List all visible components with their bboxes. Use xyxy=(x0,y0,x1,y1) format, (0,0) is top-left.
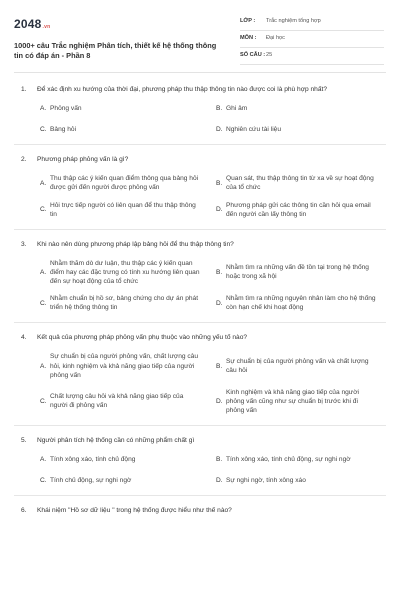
option-text: Bảng hỏi xyxy=(50,126,77,134)
option-text: Nghiên cứu tài liệu xyxy=(226,126,281,134)
option-text: Nhằm chuẩn bị hồ sơ, bảng chứng cho dự án phát triển hệ thống thông tin xyxy=(50,295,199,312)
logo-text: 2048 xyxy=(14,17,42,31)
question-divider xyxy=(14,425,386,426)
option-letter: C. xyxy=(40,397,47,405)
option-a[interactable] xyxy=(40,352,212,379)
option-letter: D. xyxy=(216,206,223,214)
option-text: Nhằm tìm ra những nguyên nhân làm cho hệ thống còn hạn chế khi hoạt động xyxy=(226,295,376,312)
question-number: 4. xyxy=(21,334,27,342)
question-body: Người phân tích hệ thống cần có những phẩm chất gì xyxy=(37,436,195,444)
question-text xyxy=(14,155,386,164)
option-text: Nhằm tìm ra những vấn đề tồn tại trong hệ thống hoặc trong xã hội xyxy=(226,264,369,281)
question-number: 3. xyxy=(21,240,27,248)
meta-table xyxy=(240,14,384,65)
option-c[interactable] xyxy=(40,294,212,312)
option-letter: A. xyxy=(40,362,47,370)
meta-label: SỐ CÂU : xyxy=(240,52,266,59)
option-text: Phương pháp gửi các thông tin cần hỏi qua email đến người cần lấy thông tin xyxy=(226,201,371,218)
option-d[interactable] xyxy=(216,125,388,134)
question-body: Kết quả của phương pháp phỏng vấn phụ thuộc vào những yếu tố nào? xyxy=(37,334,248,342)
option-letter: A. xyxy=(40,105,47,113)
question-text xyxy=(14,333,386,342)
question-4 xyxy=(14,333,386,415)
question-body: Khái niệm "Hồ sơ dữ liệu " trong hệ thống được hiểu như thế nào? xyxy=(37,507,232,515)
option-text: Hỏi trực tiếp người có liên quan để thu thập thông tin xyxy=(50,201,196,218)
option-letter: A. xyxy=(40,268,47,276)
option-text: Tính chủ động, sự nghi ngờ xyxy=(50,477,132,485)
option-letter: D. xyxy=(216,397,223,405)
question-number: 1. xyxy=(21,86,27,93)
meta-row-count xyxy=(240,48,384,65)
option-text: Ghi âm xyxy=(226,105,248,113)
question-divider xyxy=(14,495,386,496)
option-b[interactable] xyxy=(216,174,388,192)
option-b[interactable] xyxy=(216,455,388,464)
page-header xyxy=(14,14,386,65)
option-letter: C. xyxy=(40,206,47,214)
option-letter: B. xyxy=(216,105,223,113)
option-d[interactable] xyxy=(216,388,388,415)
option-text: Sự chuẩn bị của người phỏng vấn và chất lượng câu hỏi xyxy=(226,357,369,375)
option-a[interactable] xyxy=(40,104,212,113)
question-6 xyxy=(14,506,386,515)
question-number: 6. xyxy=(21,507,27,515)
meta-value: Trắc nghiệm tổng hợp xyxy=(266,18,321,25)
meta-value: Đại học xyxy=(266,35,285,42)
option-letter: D. xyxy=(216,126,223,134)
option-text: Kinh nghiệm và khả năng giao tiếp của người phỏng vấn cũng như sự chuẩn bị trước khi đi phỏng vấn xyxy=(226,388,360,414)
option-grid xyxy=(14,174,386,218)
site-logo[interactable] xyxy=(14,16,224,33)
question-list xyxy=(14,85,386,515)
question-1 xyxy=(14,85,386,134)
question-body: Khi nào nên dùng phương pháp lập bảng hỏi để thu thập thông tin? xyxy=(37,240,234,248)
option-d[interactable] xyxy=(216,201,388,219)
question-number: 2. xyxy=(21,156,27,164)
question-text xyxy=(14,240,386,249)
option-grid xyxy=(14,104,386,134)
question-5 xyxy=(14,436,386,485)
option-letter: A. xyxy=(40,179,47,187)
option-letter: B. xyxy=(216,179,223,187)
meta-row-subject xyxy=(240,31,384,48)
option-text: Nhằm thăm dò dư luận, thu thập các ý kiến quan điểm hay các đặc trưng có tính xu hướng liên quan đến sự hoạt động của tổ chức xyxy=(50,259,200,286)
option-letter: D. xyxy=(216,477,223,485)
option-a[interactable] xyxy=(40,174,212,192)
option-text: Chất lượng câu hỏi và khả năng giao tiếp của người đi phỏng vấn xyxy=(50,393,184,410)
question-text xyxy=(14,85,386,94)
option-letter: C. xyxy=(40,126,47,134)
question-3 xyxy=(14,240,386,313)
option-text: Tính xông xáo, tính chủ động, sự nghi ngờ xyxy=(226,456,351,464)
meta-label: LỚP : xyxy=(240,18,256,25)
option-c[interactable] xyxy=(40,388,212,415)
option-text: Sự chuẩn bị của người phỏng vấn, chất lượng câu hỏi, kinh nghiệm và khả năng giao tiếp của người phỏng vấn xyxy=(50,353,198,379)
option-letter: B. xyxy=(216,456,223,464)
option-text: Tính xông xáo, tính chủ động xyxy=(50,456,136,464)
option-b[interactable] xyxy=(216,104,388,113)
option-a[interactable] xyxy=(40,259,212,286)
header-left xyxy=(14,14,224,65)
question-divider xyxy=(14,229,386,230)
meta-label: MÔN : xyxy=(240,35,257,42)
question-divider xyxy=(14,144,386,145)
option-letter: B. xyxy=(216,362,223,370)
question-body: Phương pháp phỏng vấn là gì? xyxy=(37,156,129,164)
option-d[interactable] xyxy=(216,476,388,485)
header-divider xyxy=(14,72,386,73)
option-text: Phỏng vấn xyxy=(50,105,82,113)
option-c[interactable] xyxy=(40,125,212,134)
option-c[interactable] xyxy=(40,476,212,485)
question-divider xyxy=(14,322,386,323)
question-number: 5. xyxy=(21,436,27,444)
option-text: Quan sát, thu thập thông tin từ xa về sự hoạt động của tổ chức xyxy=(226,175,374,192)
option-text: Sự nghi ngờ, tính xông xáo xyxy=(226,477,306,485)
meta-row-class xyxy=(240,14,384,31)
question-body: Để xác định xu hướng của thời đại, phương pháp thu thập thông tin nào được coi là phù hợp nhất? xyxy=(37,86,328,93)
option-d[interactable] xyxy=(216,294,388,312)
question-text xyxy=(14,506,386,515)
logo-suffix: .vn xyxy=(42,24,51,30)
option-letter: C. xyxy=(40,477,47,485)
option-b[interactable] xyxy=(216,259,388,286)
option-a[interactable] xyxy=(40,455,212,464)
document-title: 1000+ câu Trắc nghiệm Phân tích, thiết kế hệ thống thông tin có đáp án - Phần 8 xyxy=(14,40,217,61)
question-2 xyxy=(14,155,386,218)
meta-value: 25 xyxy=(266,52,273,59)
question-text xyxy=(14,436,386,445)
option-grid xyxy=(14,455,386,485)
option-letter: C. xyxy=(40,299,47,307)
option-b[interactable] xyxy=(216,352,388,379)
option-grid xyxy=(14,352,386,415)
option-text: Thu thập các ý kiến quan điểm thông qua bảng hỏi được gửi đến người được phỏng vấn xyxy=(50,175,199,192)
option-c[interactable] xyxy=(40,201,212,219)
option-letter: B. xyxy=(216,268,223,276)
option-letter: D. xyxy=(216,299,223,307)
option-letter: A. xyxy=(40,456,47,464)
option-grid xyxy=(14,259,386,312)
